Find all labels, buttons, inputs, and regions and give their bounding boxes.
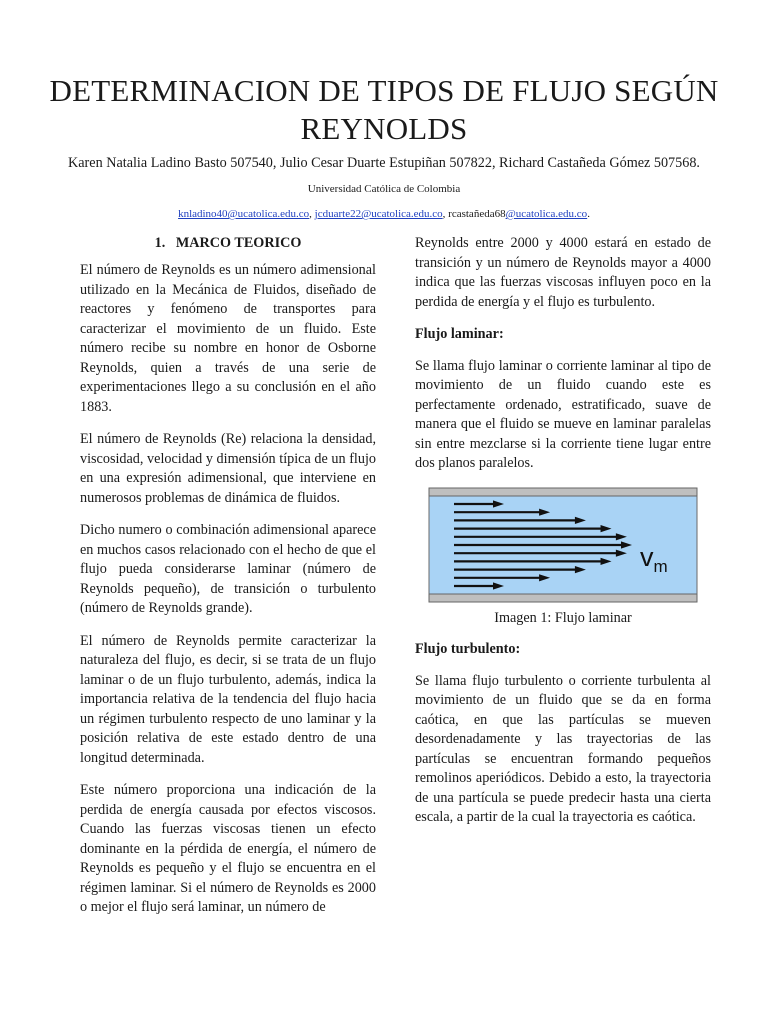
paragraph: El número de Reynolds es un número adimensional utilizado en la Mecánica de Fluidos, diseñado de reactores y fenómeno de transportes para caracterizar el movimiento de un fluido. Este número recibe su nombre en honor de Osborne Reynolds, quien a través de una serie de experimentaciones llego a su conclusión en el año 1883. (80, 262, 376, 415)
paper-title (40, 72, 728, 148)
paragraph-continuation: Reynolds entre 2000 y 4000 estará en estado de transición y un número de Reynolds mayor a 4000 indica que las fuerzas viscosas influyen poco en la perdida de energía y el flujo es turbulento. (415, 235, 711, 310)
right-column (415, 234, 711, 841)
laminar-flow-figure (428, 487, 698, 603)
author-list: Karen Natalia Ladino Basto 507540, Julio Cesar Duarte Estupiñan 507822, Richard Castañeda Gómez 507568. (68, 155, 700, 171)
laminar-paragraph: Se llama flujo laminar o corriente laminar al tipo de movimiento de un fluido cuando este es perfectamente ordenado, estratificado, suave de manera que el fluido se mueve en laminar paralelas sin entre mezclarse si la corriente tiene lugar entre dos planos paralelos. (415, 357, 711, 471)
bottom-plate (429, 594, 697, 602)
email-link-ladino[interactable]: knladino40@ucatolica.edu.co (178, 208, 310, 220)
affiliation: Universidad Católica de Colombia (307, 183, 461, 195)
velocity-subscript: m (653, 556, 668, 576)
email-link-castaneda[interactable]: @ucatolica.edu.co (505, 208, 588, 220)
left-column (80, 234, 376, 931)
paragraph: El número de Reynolds (Re) relaciona la densidad, viscosidad, velocidad y dimensión típica de un flujo en una expresión adimensional, que interviene en numerosos problemas de dinámica de fluidos. (80, 431, 376, 506)
email-line (40, 207, 728, 221)
title-line-1: DETERMINACION DE TIPOS DE FLUJO SEGÚN (49, 73, 719, 108)
laminar-flow-diagram (428, 487, 698, 603)
section-number: 1. (154, 235, 166, 251)
figure-caption: Imagen 1: Flujo laminar (494, 609, 632, 626)
paragraph: Dicho numero o combinación adimensional aparece en muchos casos relacionado con el hecho de que el flujo pueda considerarse laminar (número de Reynolds pequeño), de transición o turbulento (número de Reynolds grande). (80, 522, 376, 616)
velocity-symbol: v (640, 541, 654, 572)
section-heading (80, 234, 376, 253)
paragraph: El número de Reynolds permite caracterizar la naturaleza del flujo, es decir, si se trata de un flujo laminar o de un flujo turbulento, además, indica la importancia relativa de la tendencia del flujo hacia un régimen turbulento respecto de uno laminar y la posición relativa de este estado dentro de una longitud determinada. (80, 632, 376, 766)
title-line-2: REYNOLDS (300, 111, 468, 146)
email-end: . (587, 208, 590, 220)
paragraph: Este número proporciona una indicación de la perdida de energía causada por efectos viscosos. Cuando las fuerzas viscosas tienen un efecto dominante en la pérdida de energía, el número de Reynolds es pequeño y el flujo se encuentra en el régimen laminar. Si el número de Reynolds es 2000 o mejor el flujo será laminar, un número de (80, 782, 376, 915)
email-separator: , (309, 208, 315, 220)
email-castaneda-prefix: , rcastañeda68 (442, 208, 506, 220)
section-title: MARCO TEORICO (175, 235, 302, 251)
turbulent-heading: Flujo turbulento: (415, 641, 521, 657)
laminar-heading: Flujo laminar: (415, 326, 504, 342)
turbulent-paragraph: Se llama flujo turbulento o corriente turbulenta al movimiento de un fluido que se da en forma caótica, en que las partículas se mueven desordenadamente y las trayectorias de las partículas se encuentran formando pequeños remolinos aperiódicos. Debido a esto, la trayectoria de una partícula se puede predecir hasta una cierta escala, a partir de la cual la trayectoria es caótica. (415, 672, 711, 825)
email-link-duarte[interactable]: jcduarte22@ucatolica.edu.co (314, 208, 443, 220)
top-plate (429, 488, 697, 496)
